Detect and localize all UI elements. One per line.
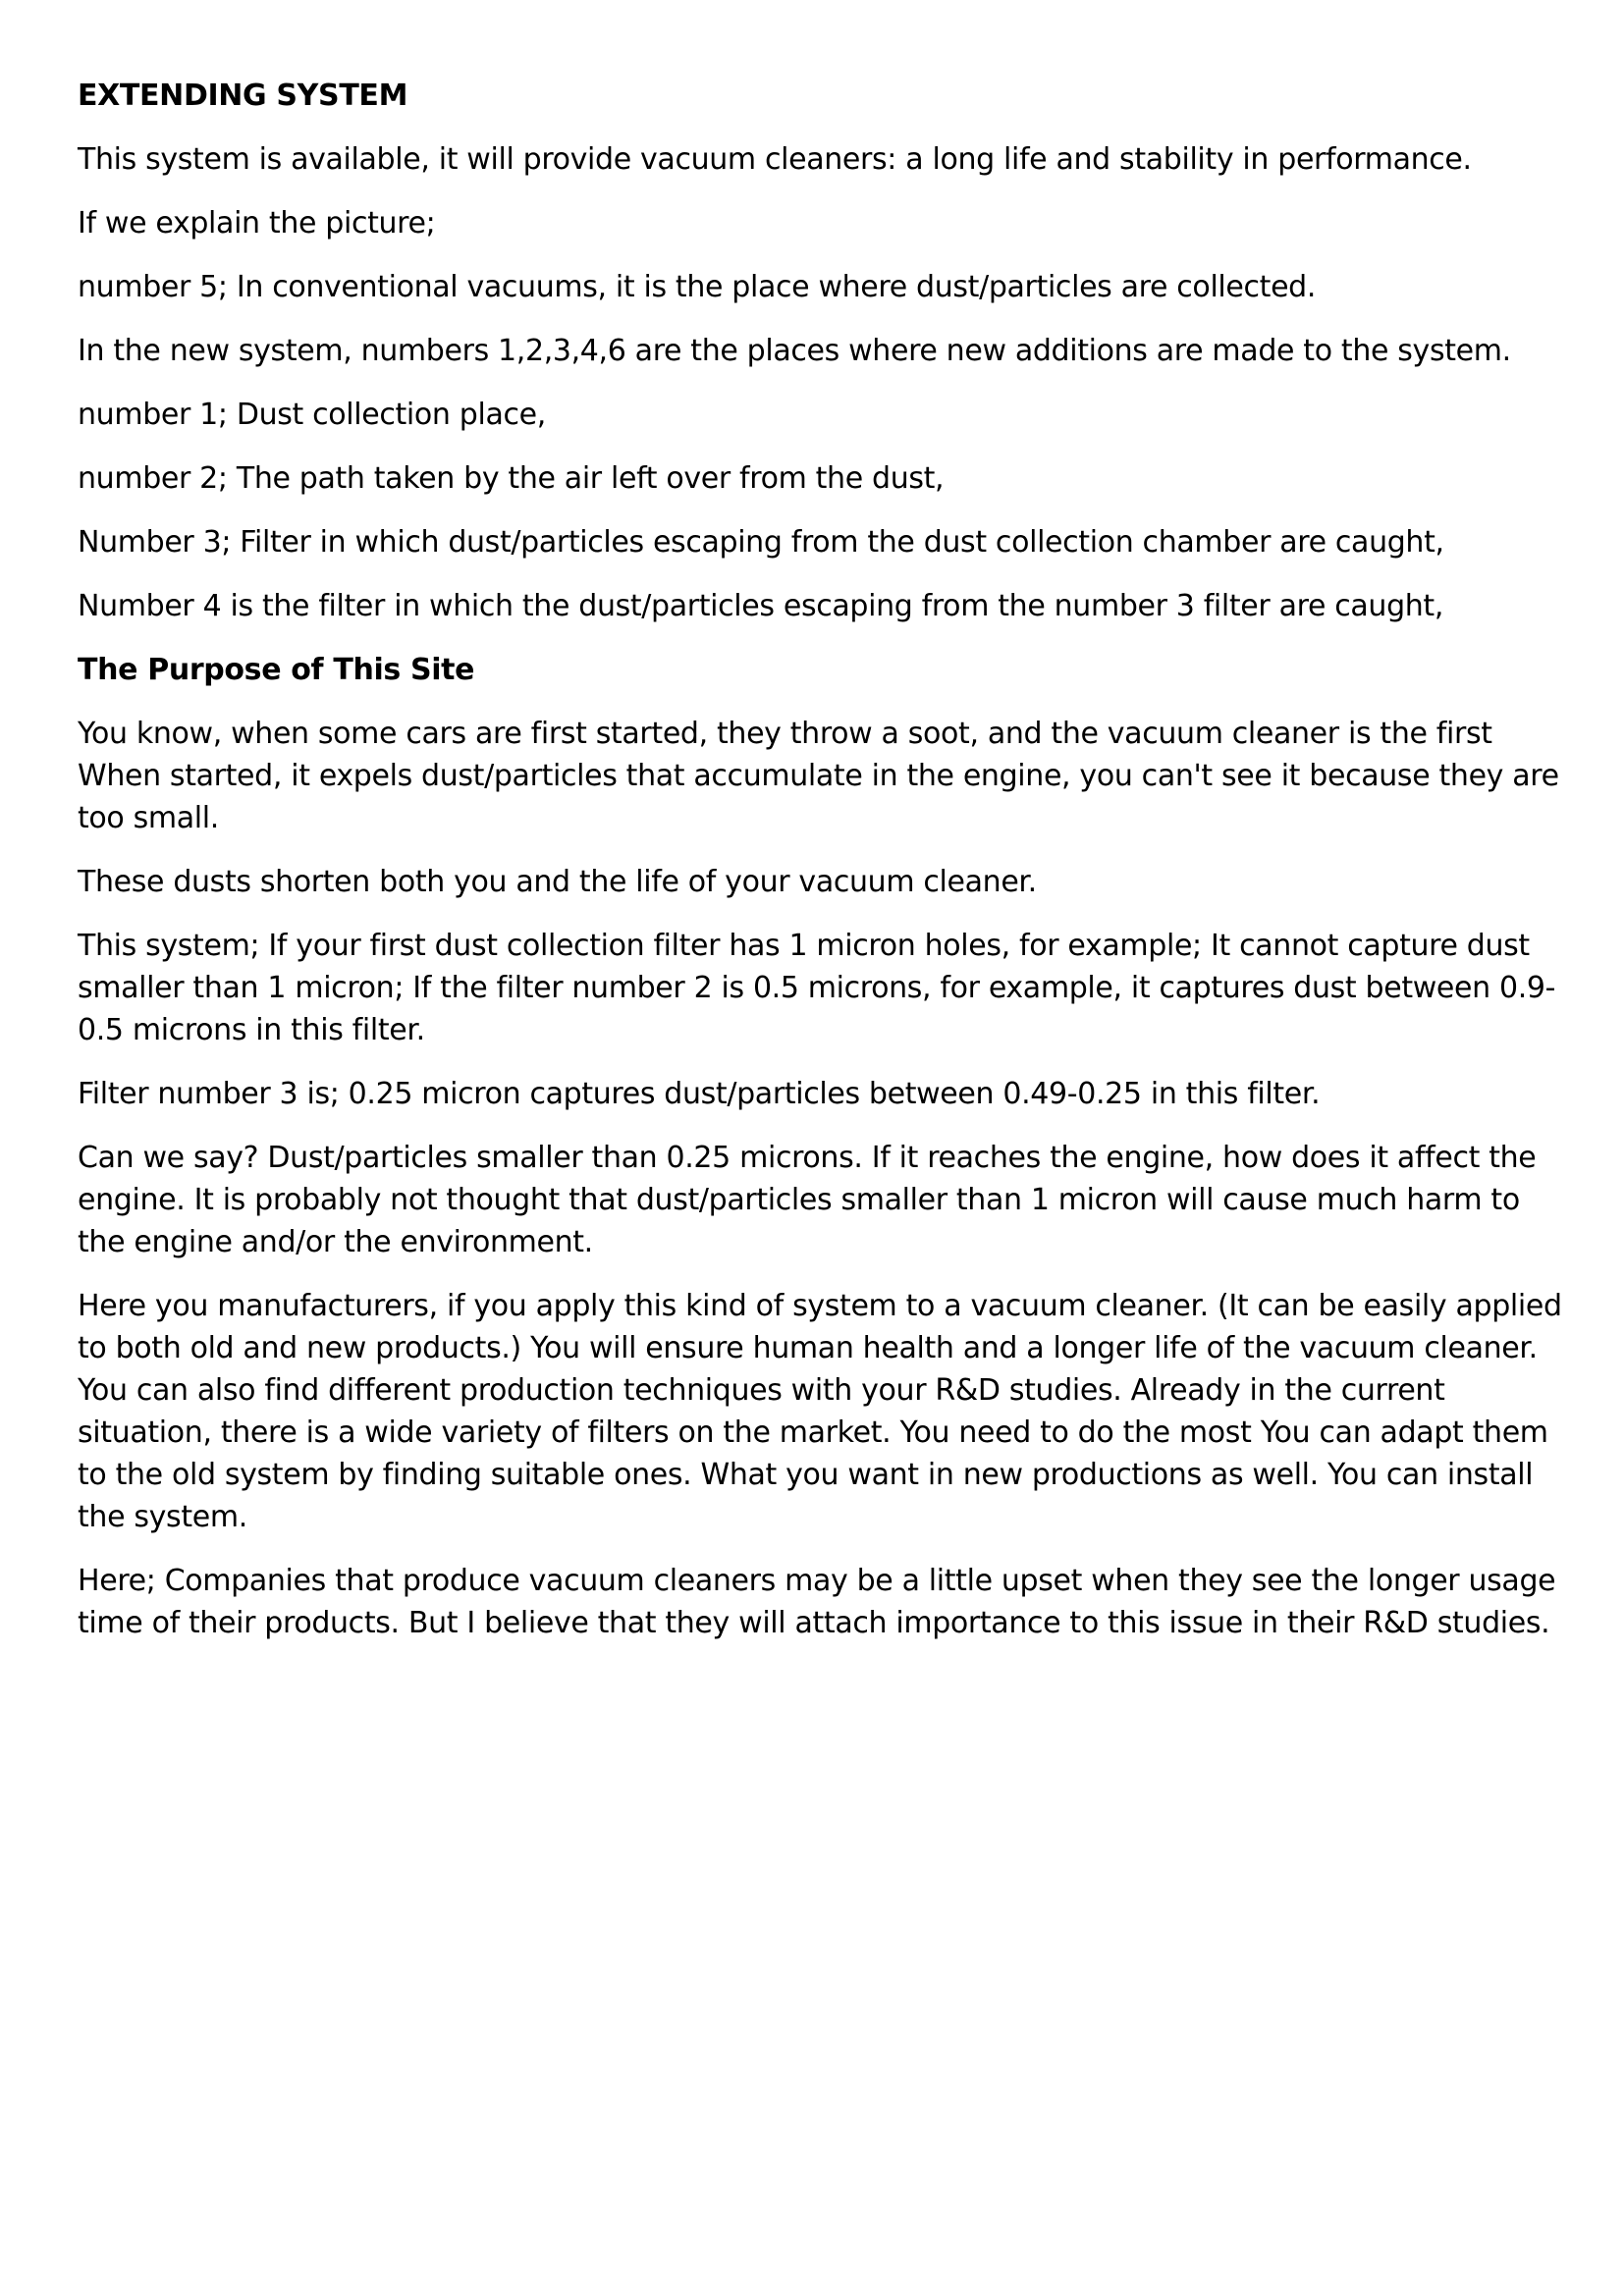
- paragraph-dusts-shorten: These dusts shorten both you and the life of your vacuum cleaner.: [78, 865, 1037, 899]
- paragraph-new-system: In the new system, numbers 1,2,3,4,6 are the places where new additions are made to the system.: [78, 334, 1511, 368]
- paragraph-filter-microns: This system; If your first dust collection filter has 1 micron holes, for example; It cannot capture dust smaller than 1 micron; If the filter number 2 is 0.5 microns, for example, it captures dust between 0.9-0.5 microns in this filter.: [78, 929, 1556, 1047]
- paragraph-system-intro: This system is available, it will provide vacuum cleaners: a long life and stability in performance.: [78, 142, 1472, 177]
- paragraph-number-2: number 2; The path taken by the air left over from the dust,: [78, 461, 945, 496]
- paragraph-filter-number-3: Filter number 3 is; 0.25 micron captures dust/particles between 0.49-0.25 in this filter.: [78, 1077, 1321, 1111]
- paragraph-number-3: Number 3; Filter in which dust/particles escaping from the dust collection chamber are caught,: [78, 525, 1444, 560]
- paragraph-can-we-say: Can we say? Dust/particles smaller than 0.25 microns. If it reaches the engine, how does it affect the engine. It is probably not thought that dust/particles smaller than 1 micron will cause much harm to the engine and/or the environment.: [78, 1141, 1537, 1259]
- section-heading-purpose: The Purpose of This Site: [78, 653, 475, 687]
- paragraph-companies: Here; Companies that produce vacuum cleaners may be a little upset when they see the longer usage time of their products. But I believe that they will attach importance to this issue in their R&D studies.: [78, 1564, 1556, 1640]
- paragraph-explain-picture: If we explain the picture;: [78, 206, 436, 240]
- document-page: [78, 75, 1570, 1666]
- paragraph-manufacturers: Here you manufacturers, if you apply this kind of system to a vacuum cleaner. (It can be easily applied to both old and new products.) You will ensure human health and a longer life of the vacuum cleaner. You can also find different production techniques with your R&D studies. Already in the current situation, there is a wide variety of filters on the market. You need to do the most You can adapt them to the old system by finding suitable ones. What you want in new productions as well. You can install the system.: [78, 1289, 1562, 1534]
- paragraph-number-5: number 5; In conventional vacuums, it is the place where dust/particles are collected.: [78, 270, 1317, 304]
- paragraph-number-4: Number 4 is the filter in which the dust/particles escaping from the number 3 filter are caught,: [78, 589, 1444, 623]
- paragraph-cars-soot: You know, when some cars are first started, they throw a soot, and the vacuum cleaner is the first When started, it expels dust/particles that accumulate in the engine, you can't see it because they are too small.: [78, 717, 1559, 835]
- section-heading-extending-system: EXTENDING SYSTEM: [78, 79, 408, 113]
- paragraph-number-1: number 1; Dust collection place,: [78, 398, 546, 432]
